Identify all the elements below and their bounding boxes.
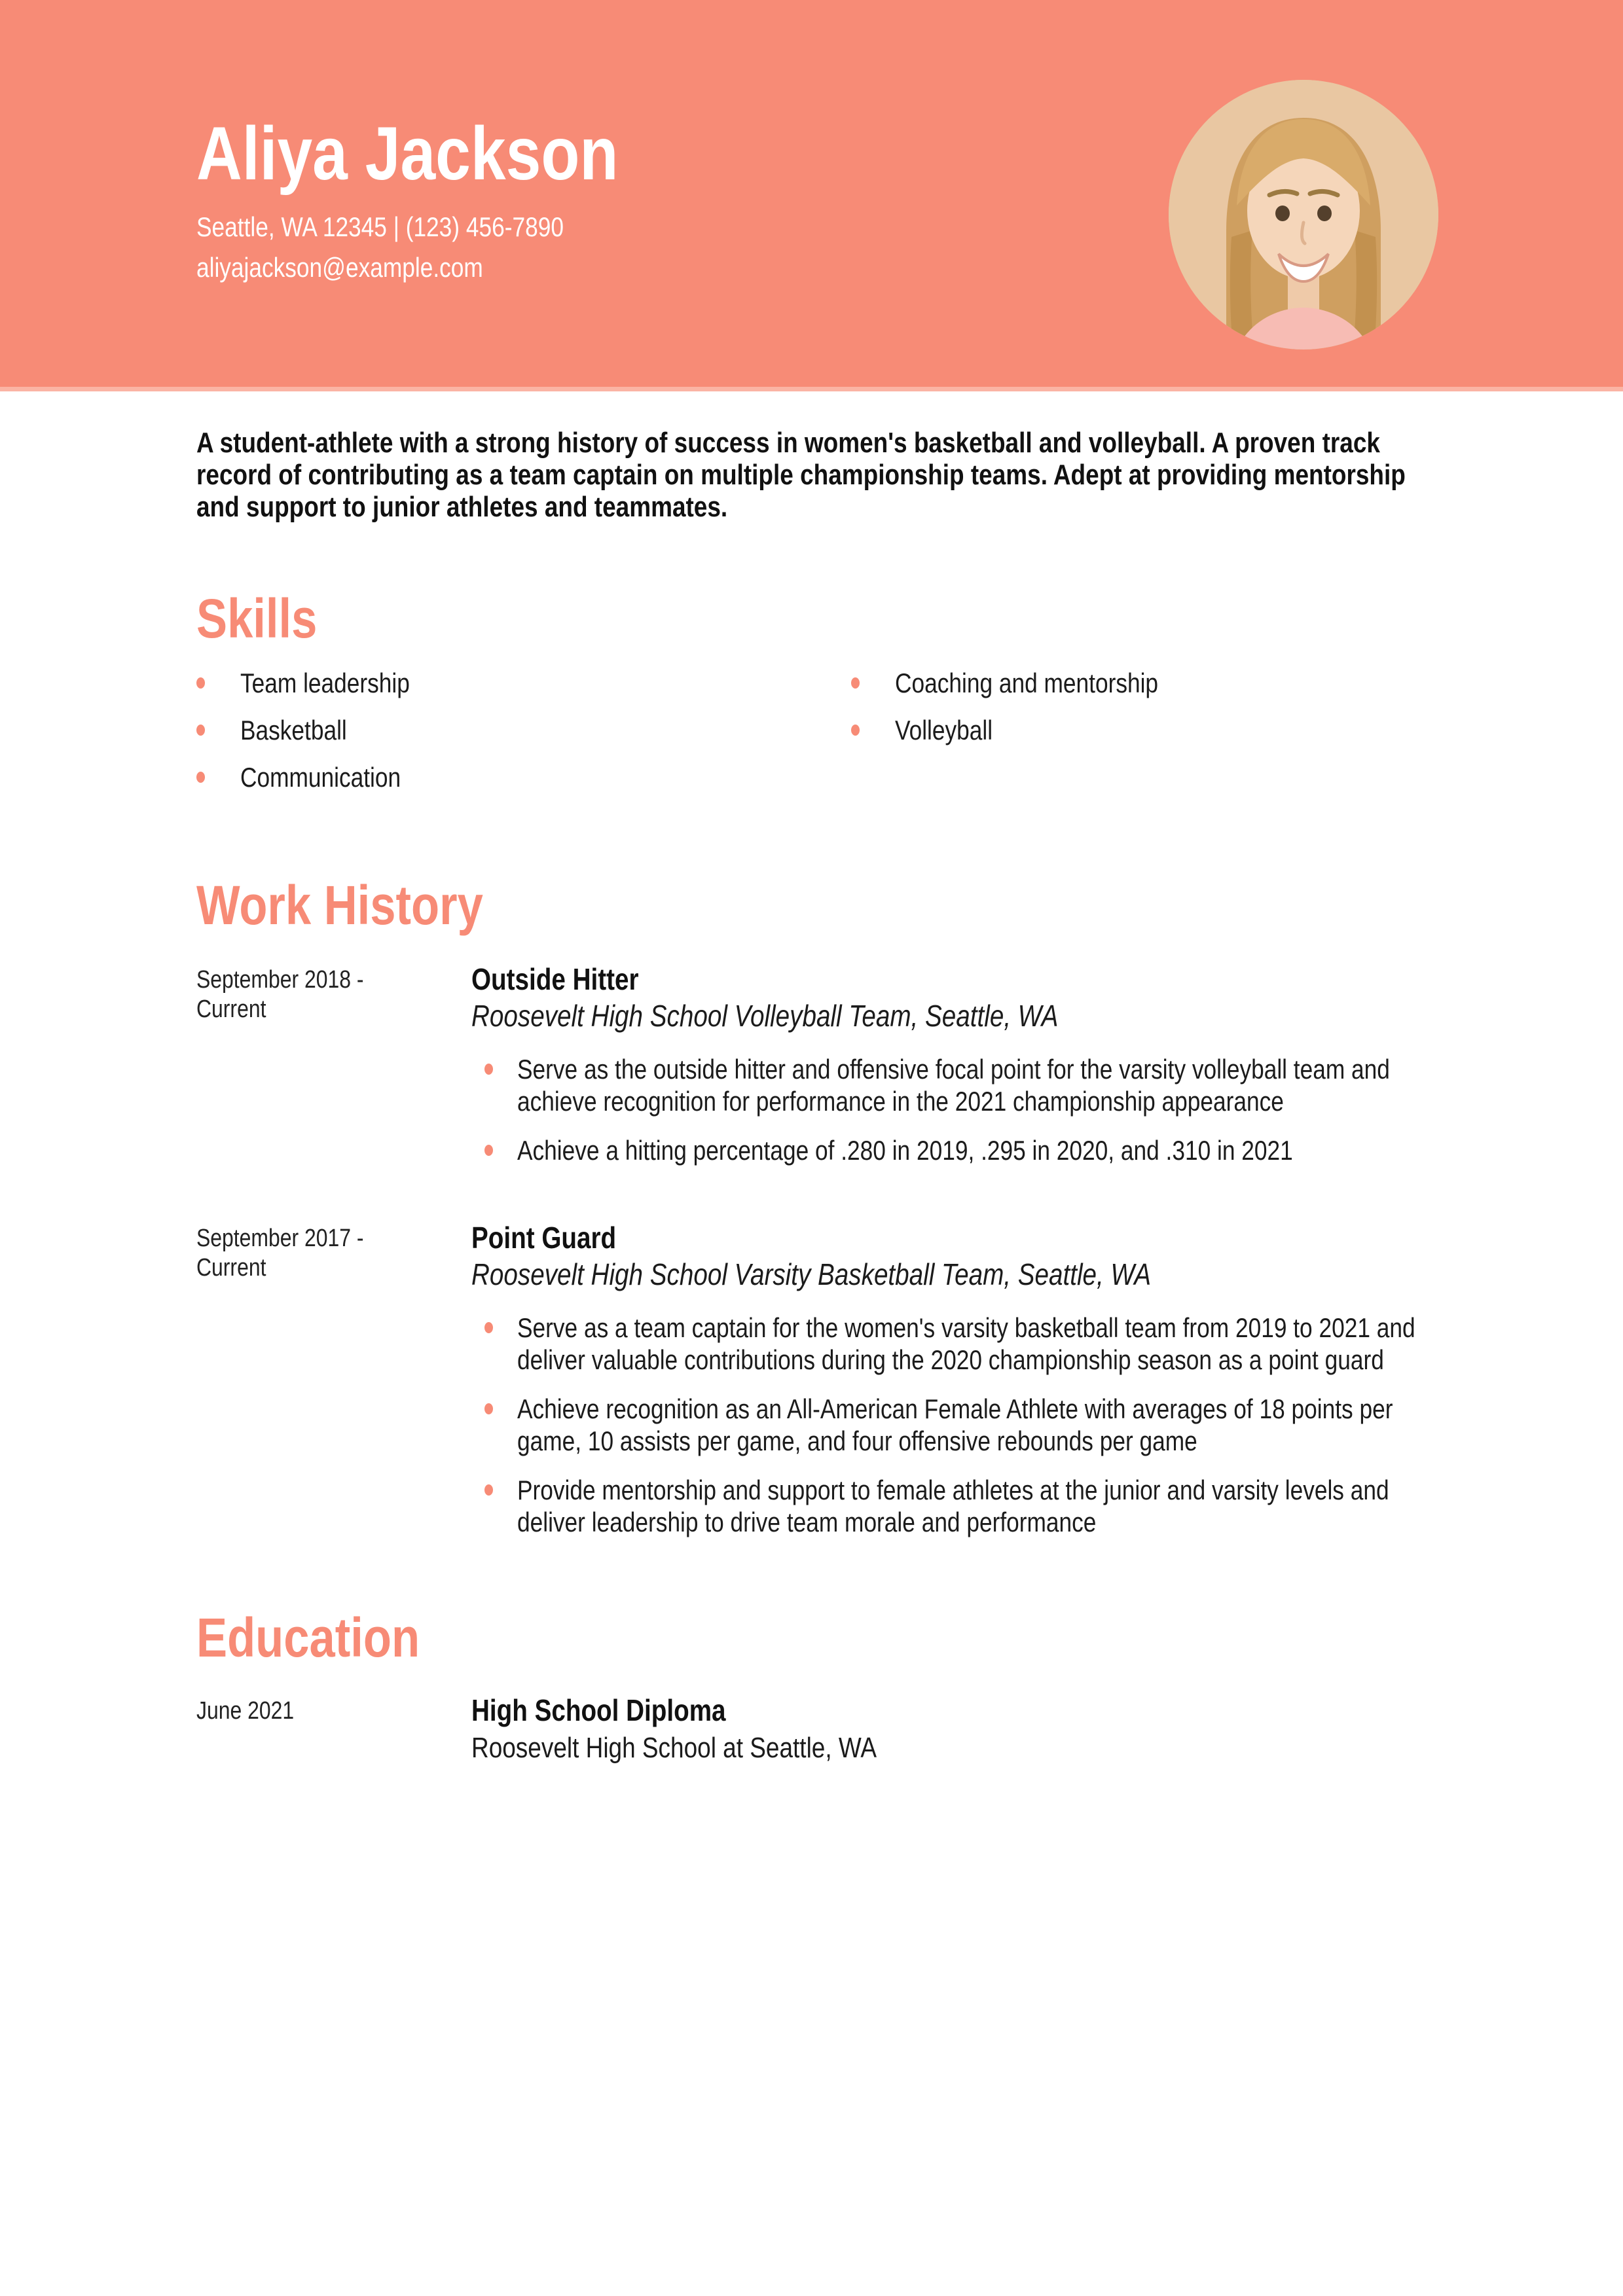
job-entry [196, 1220, 1623, 1555]
job-bullet-list [471, 1053, 1623, 1166]
job-bullet-text: Serve as a team captain for the women's varsity basketball team from 2019 to 2021 and deliver valuable contributions during the 2020 championship season as a point guard [517, 1312, 1415, 1375]
job-bullet [471, 1474, 1623, 1538]
bullet-icon [851, 677, 860, 689]
job-bullet [471, 1134, 1623, 1166]
profile-photo [1169, 80, 1438, 350]
summary-text: A student-athlete with a strong history of success in women's basketball and volleyball. A proven track record of contributing as a team captain on multiple championship teams. Adept at providing mentorship and support to junior athletes and teammates. [196, 427, 1406, 523]
work-history-heading: Work History [196, 874, 483, 936]
skill-label: Coaching and mentorship [895, 668, 1159, 698]
bullet-icon [196, 772, 205, 783]
email-text: aliyajackson@example.com [196, 252, 483, 283]
bullet-icon [196, 725, 205, 736]
job-dates: September 2018 - Current [196, 966, 364, 1023]
skills-column-2 [851, 668, 1623, 810]
bullet-icon [484, 1145, 493, 1156]
skill-label: Communication [240, 762, 401, 793]
resume-header [0, 0, 1623, 391]
job-title: Outside Hitter [471, 962, 639, 996]
education-section [0, 1605, 1623, 1765]
education-heading: Education [196, 1607, 420, 1668]
job-organization: Roosevelt High School Volleyball Team, Seattle, WA [471, 999, 1059, 1033]
skills-column-1 [196, 668, 851, 810]
skill-label: Volleyball [895, 715, 993, 745]
skill-item [196, 715, 851, 745]
resume-body [0, 427, 1623, 1765]
contact-line: Seattle, WA 12345 | (123) 456-7890 [196, 211, 564, 242]
education-organization: Roosevelt High School at Seattle, WA [471, 1732, 877, 1764]
skill-item [851, 715, 1623, 745]
skill-item [851, 668, 1623, 698]
skills-columns [196, 668, 1623, 810]
job-bullet-text: Provide mentorship and support to female athletes at the junior and varsity levels and deliver leadership to drive team morale and performance [517, 1475, 1389, 1537]
job-bullet-text: Achieve recognition as an All-American Female Athlete with averages of 18 points per game, 10 assists per game, and four offensive rebounds per game [517, 1393, 1393, 1456]
education-dates: June 2021 [196, 1697, 295, 1725]
job-bullet-text: Achieve a hitting percentage of .280 in 2019, .295 in 2020, and .310 in 2021 [517, 1135, 1293, 1166]
job-details [471, 1220, 1623, 1555]
job-title: Point Guard [471, 1221, 617, 1255]
education-title: High School Diploma [471, 1693, 726, 1727]
page-title: Aliya Jackson [196, 112, 619, 196]
avatar-illustration [1169, 80, 1438, 350]
job-entry [196, 961, 1623, 1183]
work-history-section [0, 872, 1623, 1555]
skill-label: Team leadership [240, 668, 410, 698]
job-bullet-list [471, 1312, 1623, 1538]
skills-section [0, 586, 1623, 810]
job-bullet [471, 1312, 1623, 1376]
job-bullet-text: Serve as the outside hitter and offensive focal point for the varsity volleyball team and achieve recognition for performance in the 2021 championship appearance [517, 1054, 1390, 1117]
bullet-icon [196, 677, 205, 689]
job-organization: Roosevelt High School Varsity Basketball Team, Seattle, WA [471, 1257, 1152, 1291]
skill-label: Basketball [240, 715, 347, 745]
bullet-icon [484, 1403, 493, 1414]
skills-heading: Skills [196, 588, 318, 649]
bullet-icon [851, 725, 860, 736]
skill-item [196, 668, 851, 698]
bullet-icon [484, 1322, 493, 1333]
bullet-icon [484, 1484, 493, 1496]
bullet-icon [484, 1064, 493, 1075]
skill-item [196, 762, 851, 793]
job-dates: September 2017 - Current [196, 1225, 364, 1282]
job-bullet [471, 1393, 1623, 1457]
education-details [471, 1693, 1623, 1765]
job-details [471, 961, 1623, 1183]
job-bullet [471, 1053, 1623, 1117]
education-entry [196, 1693, 1623, 1765]
